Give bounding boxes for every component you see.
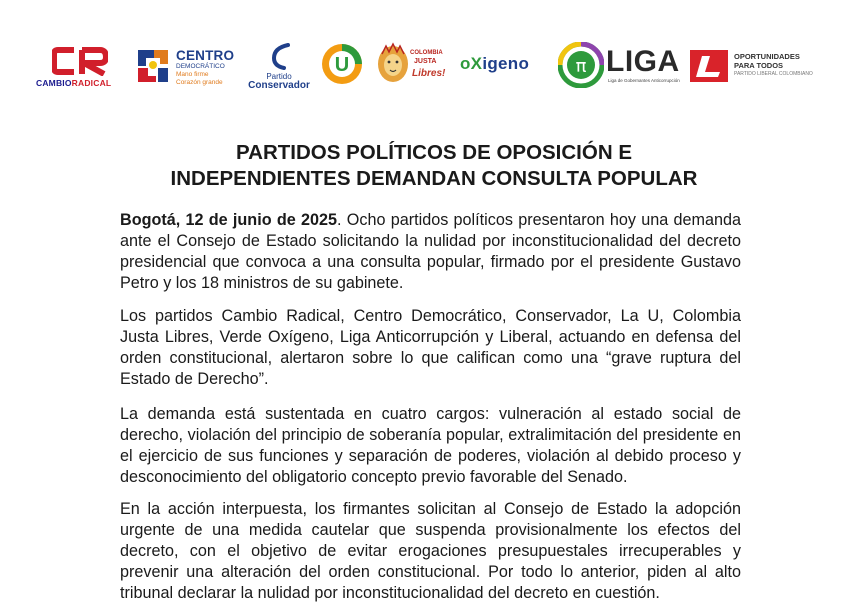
- paragraph-2: Los partidos Cambio Radical, Centro Democrático, Conservador, La U, Colombia Justa Libres, Verde Oxígeno, Liga Anticorrupción y Liberal, actuando en defensa del orden constitucional, alertaron sobre lo que califican como una “grave ruptura del Estado de Derecho”.: [120, 307, 741, 388]
- cambio-radical-mark-icon: [52, 46, 108, 76]
- paragraph-3: La demanda está sustentada en cuatro cargos: vulneración al estado social de derecho, violación del principio de soberanía popular, extralimitación del presidente en el ejercicio de sus funciones y separación de poderes, violación al debido proceso y desconocimiento del obligatorio concepto previo favorable del Senado.: [120, 405, 741, 486]
- dateline: Bogotá, 12 de junio de 2025: [120, 211, 337, 229]
- title-line-1: PARTIDOS POLÍTICOS DE OPOSICIÓN E: [236, 141, 632, 164]
- liga-wordmark: LIGA: [606, 45, 680, 78]
- conservador-wordmark: Partido Conservador: [248, 72, 310, 91]
- cambio-radical-wordmark: CAMBIORADICAL: [36, 78, 112, 88]
- svg-text:U: U: [334, 54, 350, 76]
- party-logos-banner: [0, 38, 867, 98]
- centro-democratico-name-line2: DEMOCRÁTICO: [176, 63, 225, 70]
- cj-line2: JUSTA: [414, 58, 437, 65]
- paragraph-1: [120, 210, 741, 294]
- svg-text:π: π: [575, 56, 587, 77]
- document-title: [60, 140, 808, 192]
- liberal-subtitle: PARTIDO LIBERAL COLOMBIANO: [734, 71, 813, 77]
- liga-pi-circle-icon: [558, 42, 604, 88]
- la-u-circle-icon: [320, 42, 364, 86]
- lion-icon: [376, 42, 410, 88]
- cj-line3: Libres!: [412, 68, 446, 79]
- oxigeno-logo: oXigeno: [460, 54, 530, 73]
- centro-democratico-name: CENTRO: [176, 48, 235, 63]
- centro-democratico-motto: Mano firme Corazón grande: [176, 71, 223, 86]
- centro-democratico-mark-icon: [134, 46, 172, 86]
- cj-line1: COLOMBIA: [410, 50, 443, 56]
- conservador-c-icon: [268, 42, 294, 70]
- liberal-l-icon: [690, 50, 728, 82]
- liberal-slogan: OPORTUNIDADES PARA TODOS: [734, 52, 800, 70]
- paragraph-4: En la acción interpuesta, los firmantes solicitan al Consejo de Estado la adopción urgente de una medida cautelar que suspenda provisionalmente los efectos del decreto, con el objetivo de evitar erogaciones presupuestales irrecuperables y prevenir una alteración del orden constitucional. Por todo lo anterior, piden al alto tribunal declarar la nulidad por inconstitucionalidad del decreto en cuestión.: [120, 500, 741, 602]
- paragraph-1-body: . Ocho partidos políticos presentaron hoy una demanda ante el Consejo de Estado solicitando la nulidad por inconstitucionalidad del decreto presidencial que convoca a una consulta popular, firmado por el presidente Gustavo Petro y los 18 ministros de su gabinete.: [120, 211, 741, 292]
- liga-subtitle: Liga de Gobernantes Anticorrupción: [608, 78, 680, 83]
- title-line-2: INDEPENDIENTES DEMANDAN CONSULTA POPULAR: [170, 167, 698, 190]
